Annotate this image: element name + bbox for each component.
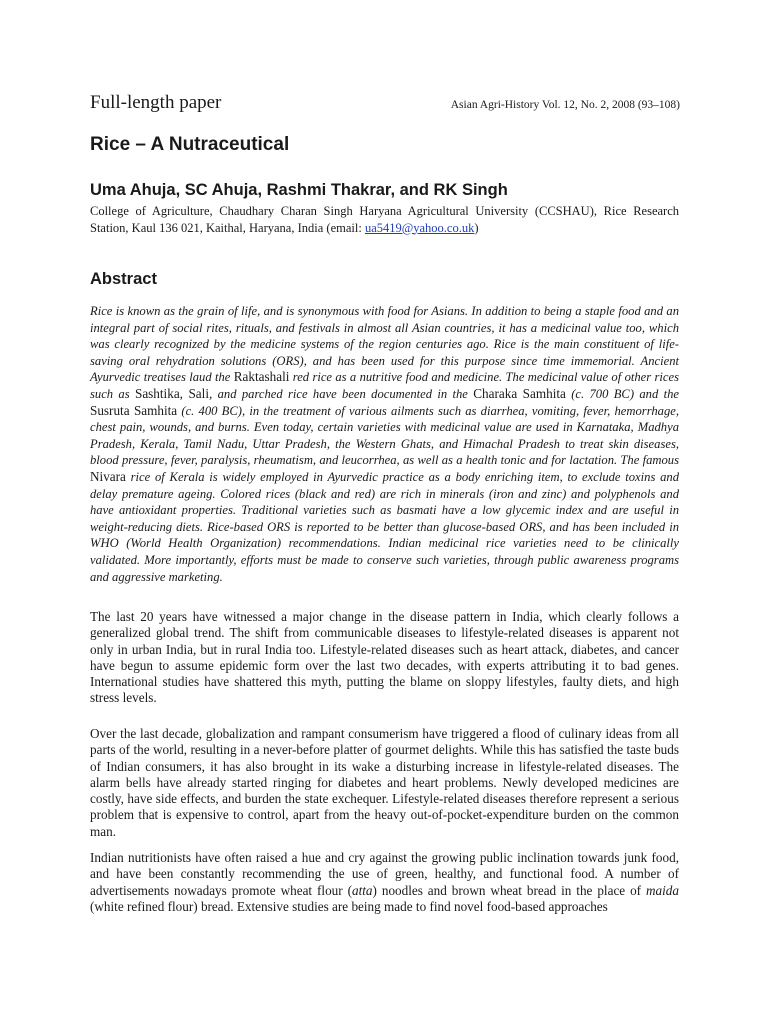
body-paragraph-1: The last 20 years have witnessed a major change in the disease pattern in India, which clearly follows a generalized global trend. The shift from communicable diseases to lifestyle-related diseases is apparent not only in urban India, but in rural India too. Lifestyle-related diseases such as heart attack, diabetes, and cancer have begun to assume epidemic form over the last two decades, with experts attributing it to bad genes. International studies have shattered this myth, putting the blame on sloppy lifestyles, faulty diets, and high stress levels. [90, 609, 679, 706]
paper-kind: Full-length paper [90, 92, 222, 113]
abstract-part: (c. 400 BC), in the treatment of various ailments such as diarrhea, vomiting, fever, hemorrhage, chest pain, wounds, and burns. Even today, certain varieties with medicinal value are used in Karnataka, Madhya Pradesh, Kerala, Tamil Nadu, Uttar Pradesh, the Western Ghats, and Himachal Pradesh to treat skin diseases, blood pressure, fever, paralysis, rheumatism, and leucorrhea, as well as a health tonic and for lactation. The famous [90, 403, 679, 468]
abstract-part: (c. 700 BC) and the [565, 386, 679, 401]
body-paragraph-2: Over the last decade, globalization and rampant consumerism have triggered a flood of culinary ideas from all parts of the world, resulting in a never-before platter of gourmet delights. While this has satisfied the taste buds of Indian consumers, it has also brought in its wake a disturbing increase in lifestyle-related diseases. The alarm bells have already started ringing for diabetes and heart problems. Newly developed medicines are costly, have side effects, and burden the state exchequer. Lifestyle-related diseases therefore represent a serious problem that is expensive to control, apart from the heavy out-of-pocket-expenditure burden on the common man. [90, 726, 679, 839]
body-part: ) noodles and brown wheat bread in the place of [372, 882, 647, 898]
journal-citation: Asian Agri-History Vol. 12, No. 2, 2008 (93–108) [450, 99, 680, 111]
paper-title: Rice – A Nutraceutical [90, 134, 290, 155]
term-maida: maida [646, 882, 679, 898]
affiliation-text: College of Agriculture, Chaudhary Charan Singh Haryana Agricultural University (CCSHAU), Rice Research Station, Kaul 136 021, Kaithal, Haryana, India (email: [90, 204, 679, 235]
rice-name-raktashali: Raktashali [233, 369, 290, 385]
abstract-part: red rice as a nutritive food and medicine. The medicinal value of other rices such as [90, 370, 679, 401]
abstract-part: Rice is known as the grain of life, and is synonymous with food for Asians. In addition to being a staple food and an integral part of social rites, rituals, and festivals in almost all Asian countries, it has a medicinal value too, which was clearly recognized by the medicine systems of the region centuries ago. Rice is the main constituent of life-saving oral rehydration solutions (ORS), and has been used for this purpose since time immemorial. Ancient Ayurvedic treatises laud the [90, 304, 679, 385]
body-part: Indian nutritionists have often raised a hue and cry against the growing public inclination towards junk food, and have been constantly recommending the use of green, healthy, and functional food. A number of advertisements nowadays promote wheat flour ( [90, 850, 679, 898]
term-atta: atta [352, 882, 373, 898]
affiliation-close: ) [474, 220, 479, 235]
body-part: (white refined flour) bread. Extensive studies are being made to find novel food-based approaches [90, 898, 608, 914]
email-link[interactable]: ua5419@yahoo.co.uk [364, 220, 475, 235]
abstract-part: and parched rice have been documented in the [212, 386, 474, 401]
body-paragraph-3 [90, 850, 679, 915]
abstract-text [90, 303, 679, 585]
abstract-heading: Abstract [90, 270, 157, 288]
abstract-part: rice of Kerala is widely employed in Ayurvedic practice as a body enriching item, to exclude toxins and delay premature ageing. Colored rices (black and red) are rich in minerals (iron and zinc) and polyphenols and have antioxidant properties. Traditional varieties such as basmati have a low glycemic index and are useful in weight-reducing diets. Rice-based ORS is reported to be better than glucose-based ORS, and has been included in WHO (World Health Organization) recommendations. Indian medicinal rice varieties need to be clinically validated. More importantly, efforts must be made to conserve such varieties, through public awareness programs and aggressive marketing. [90, 469, 679, 584]
text-charaka-samhita: Charaka Samhita [473, 385, 566, 401]
running-header [90, 92, 680, 114]
text-susruta-samhita: Susruta Samhita [90, 402, 178, 418]
rice-name-sashtika-sali: Sashtika, Sali, [134, 385, 213, 401]
rice-name-nivara: Nivara [90, 468, 126, 484]
author-list: Uma Ahuja, SC Ahuja, Rashmi Thakrar, and RK Singh [90, 181, 508, 199]
affiliation [90, 203, 679, 236]
